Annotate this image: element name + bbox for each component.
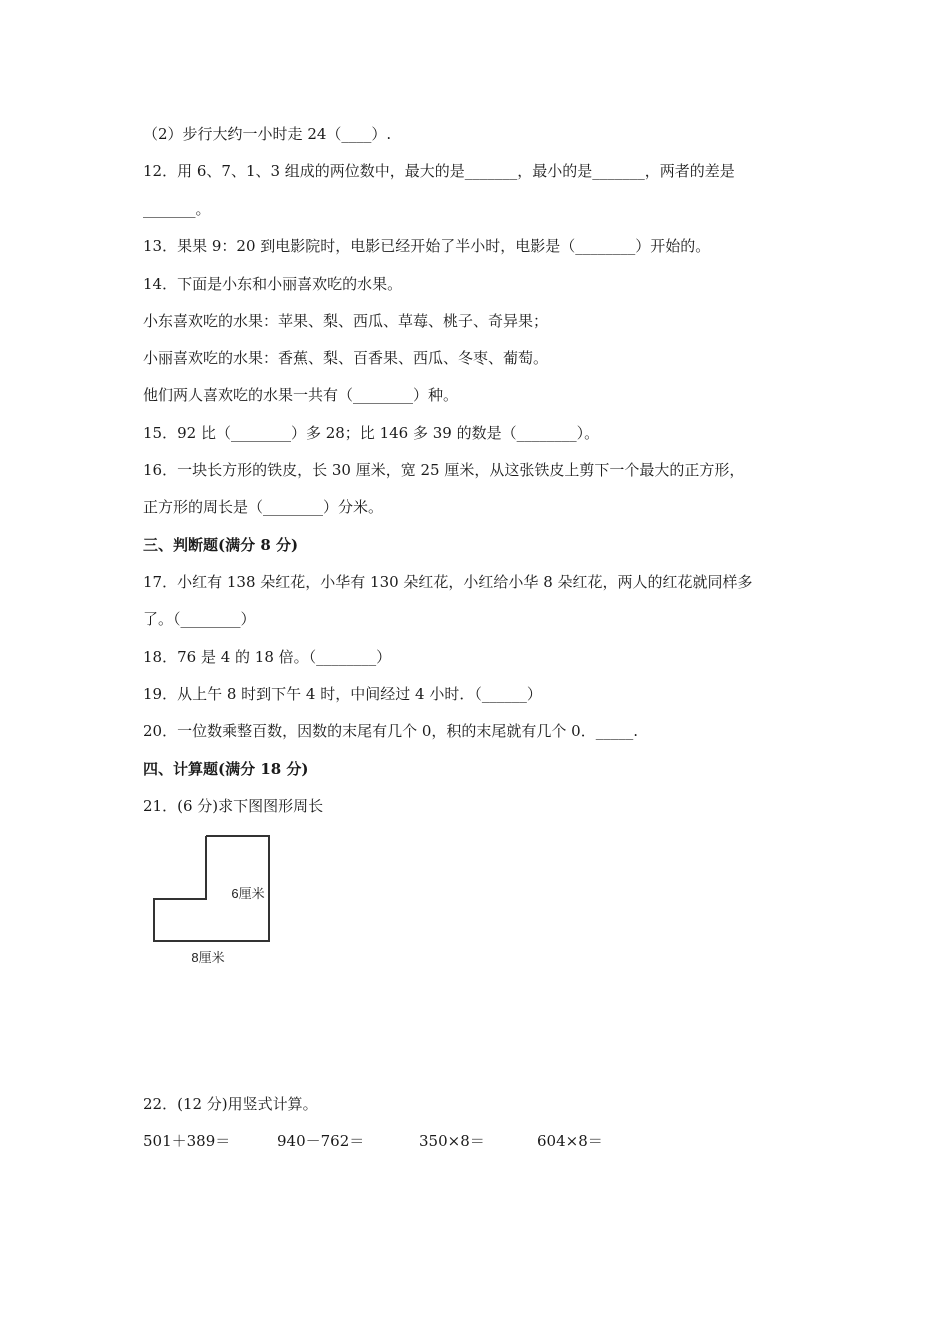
question-19: 19．从上午 8 时到下午 4 时，中间经过 4 小时．（______） (143, 685, 542, 703)
question-13: 13．果果 9：20 到电影院时，电影已经开始了半小时，电影是（________）开始的。 (143, 237, 711, 255)
question-17-continued: 了。（________） (143, 610, 256, 628)
question-16-continued: 正方形的周长是（________）分米。 (143, 498, 384, 516)
width-label: 8厘米 (191, 950, 225, 965)
question-16: 16．一块长方形的铁皮，长 30 厘米，宽 25 厘米，从这张铁皮上剪下一个最大的正方形， (143, 461, 745, 479)
height-label: 6厘米 (231, 886, 265, 901)
section-judgement-heading: 三、判断题(满分 8 分) (143, 536, 299, 554)
question-22: 22．(12 分)用竖式计算。 (143, 1095, 318, 1113)
question-12: 12．用 6、7、1、3 组成的两位数中，最大的是_______，最小的是_______，两者的差是 (143, 162, 735, 180)
question-17: 17．小红有 138 朵红花，小华有 130 朵红花，小红给小华 8 朵红花，两人的红花就同样多 (143, 573, 753, 591)
l-shape-figure (148, 832, 278, 972)
question-15: 15．92 比（________）多 28；比 146 多 39 的数是（________）。 (143, 424, 600, 442)
question-20: 20．一位数乘整百数，因数的末尾有几个 0，积的末尾就有几个 0．_____. (143, 722, 638, 740)
section-calculation-heading: 四、计算题(满分 18 分) (143, 760, 309, 778)
question-14-answer: 他们两人喜欢吃的水果一共有（________）种。 (143, 386, 459, 404)
calc-item-3: 350×8＝ (419, 1132, 485, 1150)
question-14: 14．下面是小东和小丽喜欢吃的水果。 (143, 275, 403, 293)
calc-item-1: 501＋389＝ (143, 1132, 231, 1150)
question-12-continued: _______。 (143, 200, 211, 218)
calc-item-4: 604×8＝ (537, 1132, 603, 1150)
question-21: 21．(6 分)求下图图形周长 (143, 797, 324, 815)
vertical-calculation-row (143, 1131, 843, 1153)
calc-item-2: 940－762＝ (277, 1132, 365, 1150)
question-14-xiaoli: 小丽喜欢吃的水果：香蕉、梨、百香果、西瓜、冬枣、葡萄。 (143, 349, 549, 367)
question-11-part-2: （2）步行大约一小时走 24（____）. (143, 125, 392, 143)
question-18: 18．76 是 4 的 18 倍。（________） (143, 648, 392, 666)
question-14-xiaodong: 小东喜欢吃的水果：苹果、梨、西瓜、草莓、桃子、奇异果； (143, 312, 549, 330)
